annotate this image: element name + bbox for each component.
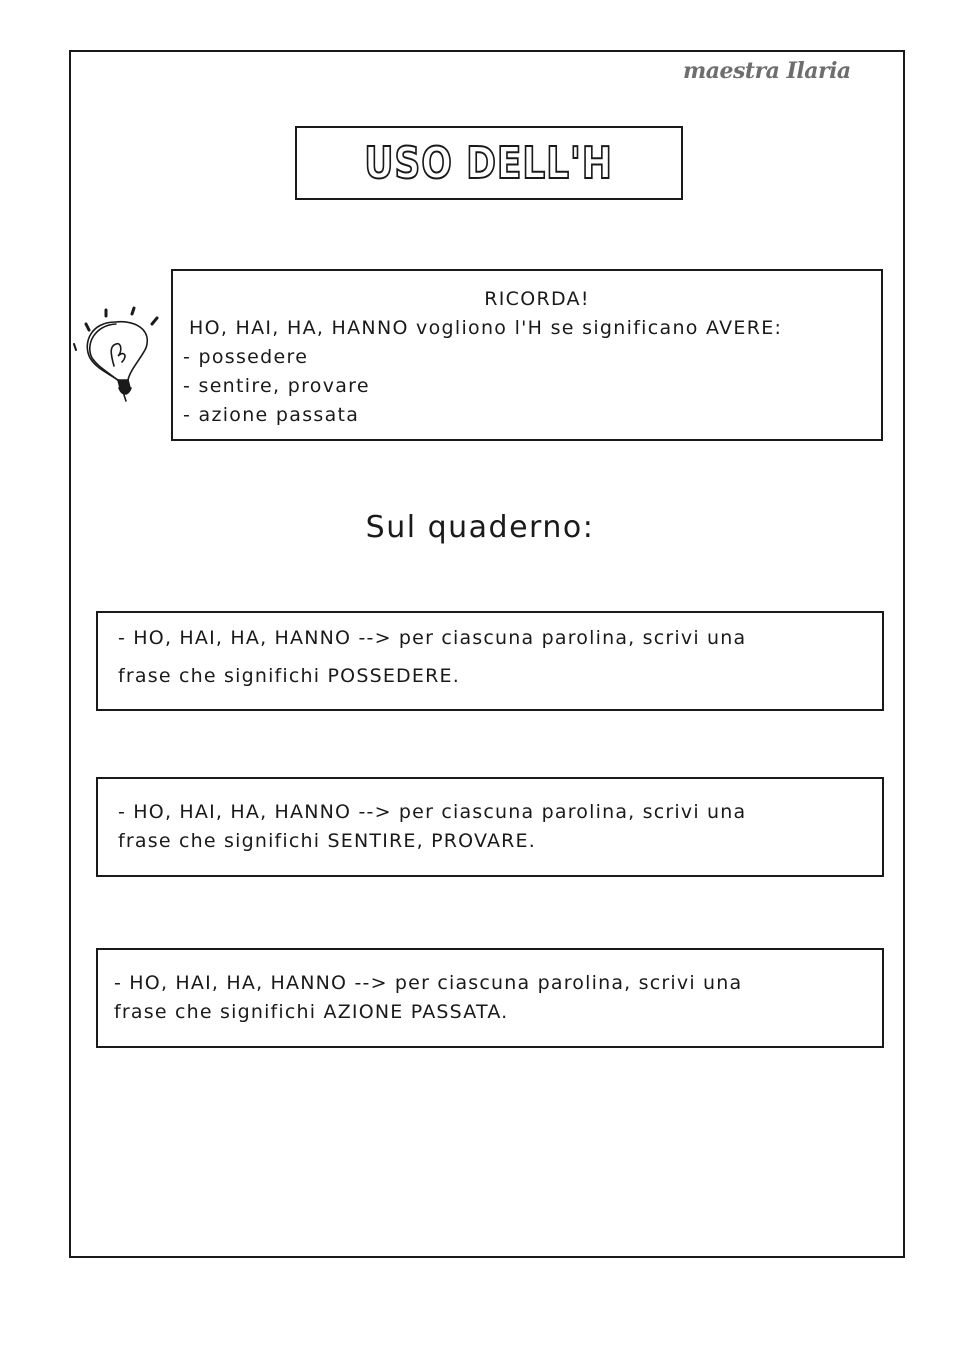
task-box-azione: [96, 948, 884, 1048]
lightbulb-icon: [70, 300, 165, 410]
remember-intro: HO, HAI, HA, HANNO vogliono l'H se significano AVERE:: [189, 317, 783, 339]
task-box-sentire: [96, 777, 884, 877]
author-signature: maestra Ilaria: [683, 58, 851, 84]
task-line: - HO, HAI, HA, HANNO --> per ciascuna parolina, scrivi una: [114, 972, 743, 994]
task-line: frase che significhi SENTIRE, PROVARE.: [118, 830, 537, 852]
page-title: USO DELL'H: [364, 137, 614, 189]
remember-item-sentire: - sentire, provare: [183, 375, 370, 397]
remember-heading: RICORDA!: [484, 288, 590, 310]
task-box-possedere: [96, 611, 884, 711]
task-line: - HO, HAI, HA, HANNO --> per ciascuna parolina, scrivi una: [118, 801, 747, 823]
remember-item-azione: - azione passata: [183, 404, 360, 426]
remember-item-possedere: - possedere: [183, 346, 309, 368]
remember-box: [171, 269, 883, 441]
task-line: frase che significhi AZIONE PASSATA.: [114, 1001, 509, 1023]
section-heading: Sul quaderno:: [365, 510, 595, 545]
task-line: - HO, HAI, HA, HANNO --> per ciascuna parolina, scrivi una: [118, 627, 747, 649]
title-box: [295, 126, 683, 200]
task-line: frase che significhi POSSEDERE.: [118, 665, 460, 687]
